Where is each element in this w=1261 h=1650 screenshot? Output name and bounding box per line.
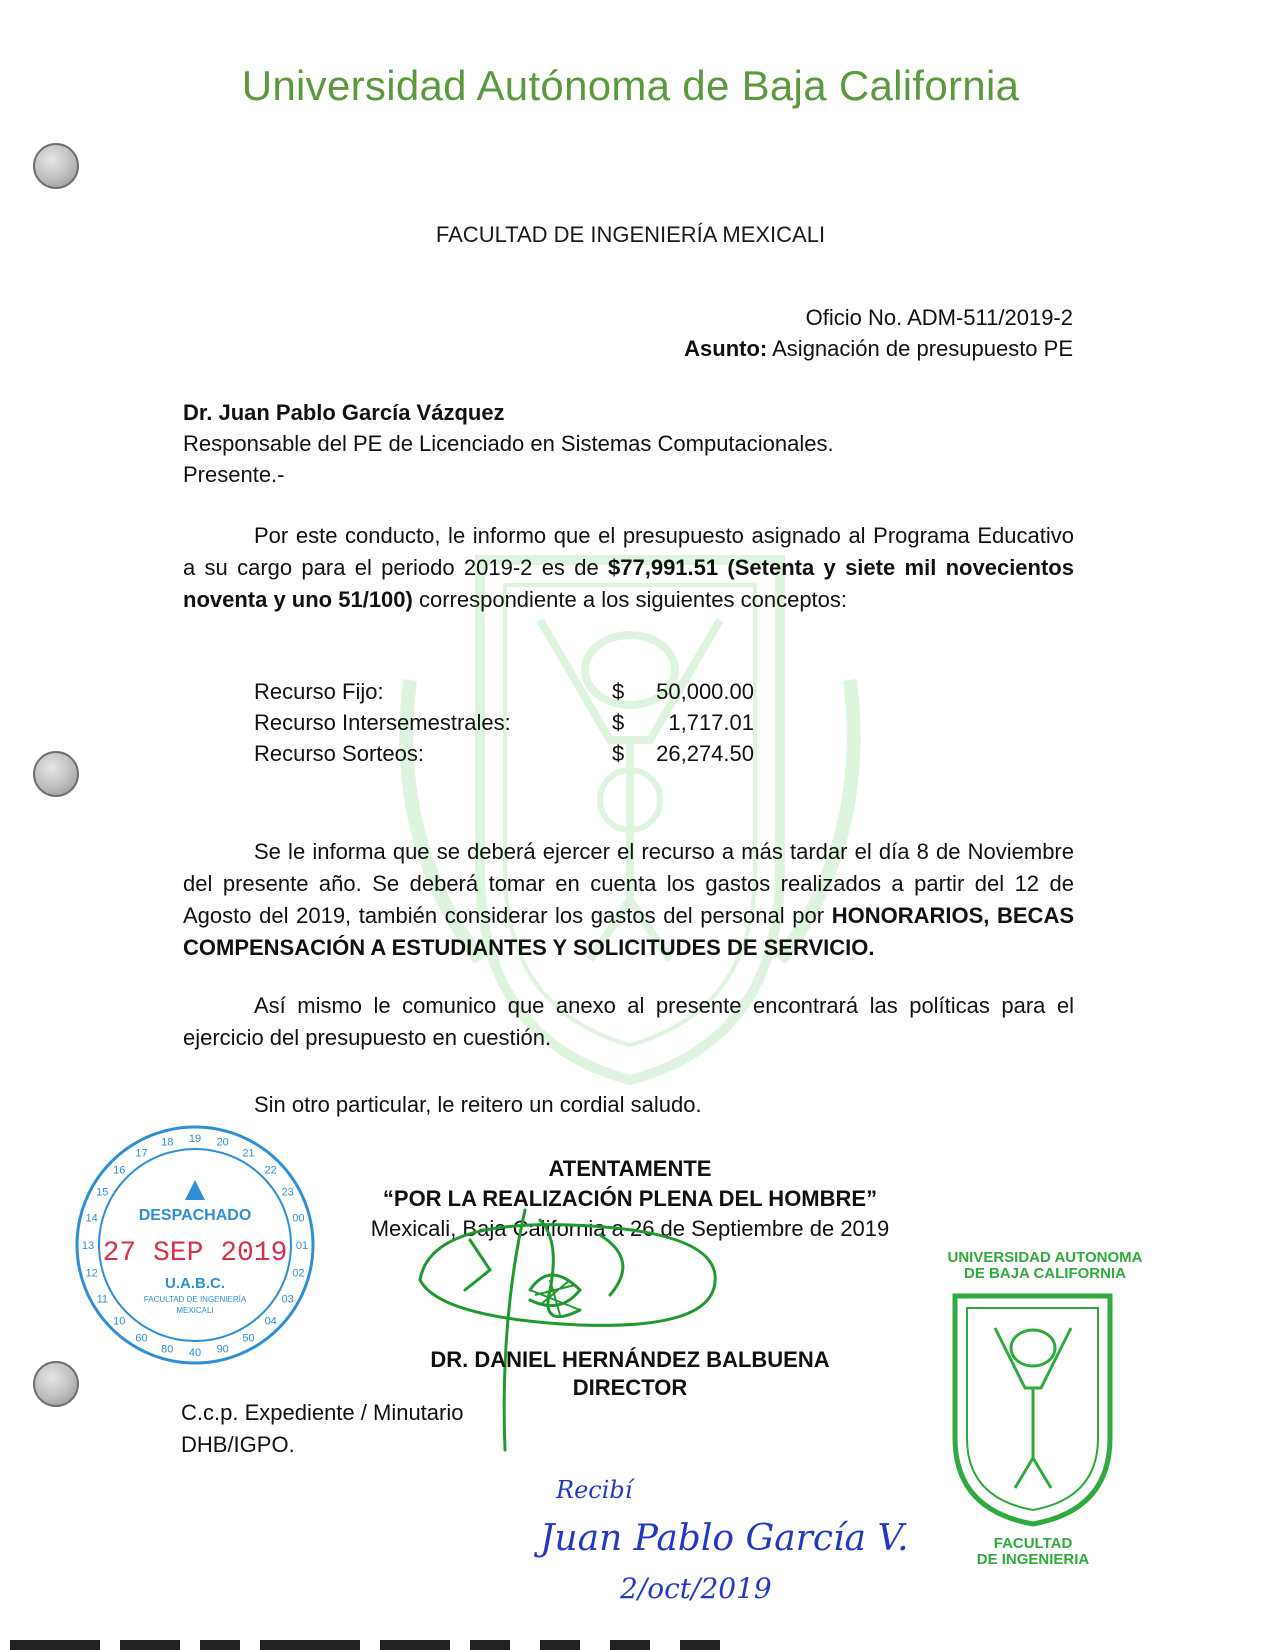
stamp-despachado: DESPACHADO [138, 1207, 252, 1224]
green-stamp-line3: FACULTAD [993, 1535, 1073, 1552]
recipient-name: Dr. Juan Pablo García Vázquez [183, 400, 505, 425]
stamp-ring-number: 04 [264, 1315, 277, 1328]
subject-line [684, 336, 1073, 362]
green-stamp-line1: UNIVERSIDAD AUTONOMA [947, 1249, 1143, 1266]
edge-segment [200, 1640, 240, 1650]
stamp-city: MEXICALI [176, 1306, 214, 1315]
receipt-line3: 2/oct/2019 [620, 1572, 772, 1605]
recipient-role: Responsable del PE de Licenciado en Sistemas Computacionales. [183, 431, 834, 456]
stamp-ring-number: 16 [113, 1164, 126, 1177]
paragraph-budget-part2: correspondiente a los siguientes conceptos: [412, 587, 848, 612]
initials-line: DHB/IGPO. [181, 1432, 295, 1457]
place-date: Mexicali, Baja California a 26 de Septiembre de 2019 [370, 1216, 890, 1241]
atentamente: ATENTAMENTE [548, 1156, 712, 1181]
stamp-ring-number: 20 [216, 1136, 229, 1149]
edge-segment [610, 1640, 650, 1650]
stamp-ring-number: 15 [96, 1186, 109, 1199]
stamp-ring-number: 01 [295, 1240, 309, 1252]
resource-currency: $ [612, 679, 625, 704]
stamp-ring-number: 40 [188, 1347, 202, 1359]
oficio-number: Oficio No. ADM-511/2019-2 [805, 305, 1073, 330]
edge-segment [120, 1640, 180, 1650]
edge-segment [380, 1640, 450, 1650]
receipt-line1: Recibí [556, 1476, 633, 1504]
resource-amount: 1,717.01 [668, 710, 754, 735]
resource-label: Recurso Sorteos: [254, 741, 424, 766]
stamp-ring-number: 21 [242, 1147, 255, 1160]
signer-title: DIRECTOR [572, 1375, 688, 1400]
resource-currency: $ [612, 710, 625, 735]
faculty-seal-stamp [925, 1248, 1165, 1568]
bottom-edge [0, 1640, 1261, 1650]
paragraph-budget [183, 520, 1074, 616]
stamp-ring-number: 03 [281, 1293, 294, 1306]
closing-line: Sin otro particular, le reitero un cordial saludo. [254, 1092, 702, 1117]
subject-label: Asunto: [684, 336, 768, 361]
stamp-ring-number: 23 [281, 1186, 294, 1199]
stamp-ring-number: 50 [242, 1332, 255, 1345]
budget-amount: $77,991.51 (Setenta y siete mil novecientos noventa y uno 51/100) [183, 555, 1074, 612]
resource-currency: $ [612, 741, 625, 766]
resource-amount: 50,000.00 [656, 679, 754, 704]
stamp-dept: FACULTAD DE INGENIERÍA [143, 1295, 247, 1304]
stamp-ring-number: 80 [161, 1343, 174, 1356]
resource-label: Recurso Intersemestrales: [254, 710, 511, 735]
stamp-ring-number: 19 [188, 1133, 202, 1145]
resource-label: Recurso Fijo: [254, 679, 384, 704]
stamp-ring-number: 12 [85, 1267, 98, 1280]
resource-amount: 26,274.50 [656, 741, 754, 766]
punch-hole-middle [33, 751, 79, 797]
stamp-date: 27 SEP 2019 [102, 1238, 288, 1269]
edge-segment [540, 1640, 580, 1650]
stamp-ring-number: 02 [292, 1267, 305, 1280]
punch-hole-top [33, 143, 79, 189]
receipt-line2: Juan Pablo García V. [540, 1518, 909, 1559]
resource-row [254, 676, 754, 708]
recipient-greeting: Presente.- [183, 462, 285, 487]
stamp-ring-number: 22 [264, 1164, 277, 1177]
stamp-ring-number: 90 [216, 1343, 229, 1356]
university-title: Universidad Autónoma de Baja California [241, 62, 1020, 109]
paragraph-budget-part1: Por este conducto, le informo que el presupuesto asignado al Programa Educativo a su cargo para el periodo 2019-2 es de [183, 523, 1074, 580]
green-stamp-line4: DE INGENIERIA [976, 1551, 1090, 1568]
stamp-ring-number: 00 [292, 1212, 305, 1225]
stamp-ring-number: 13 [81, 1240, 95, 1252]
edge-segment [10, 1640, 100, 1650]
paragraph-deadline-text: Se le informa que se deberá ejercer el recurso a más tardar el día 8 de Noviembre del presente año. Se deberá tomar en cuenta los gastos realizados a partir del 12 de Agosto del 2019, también considerar los gastos del personal por [183, 839, 1074, 928]
received-date-stamp [70, 1120, 320, 1370]
stamp-ring-number: 14 [85, 1212, 98, 1225]
stamp-org: U.A.B.C. [165, 1275, 225, 1292]
handwritten-receipt [540, 1470, 909, 1620]
signer-name: DR. DANIEL HERNÁNDEZ BALBUENA [430, 1347, 830, 1372]
subject-text: Asignación de presupuesto PE [767, 336, 1073, 361]
edge-segment [470, 1640, 510, 1650]
paragraph-policies: Así mismo le comunico que anexo al presente encontrará las políticas para el ejercicio del presupuesto en cuestión. [183, 993, 1074, 1050]
copies-line: C.c.p. Expediente / Minutario [181, 1400, 464, 1425]
edge-segment [260, 1640, 360, 1650]
stamp-ring-number: 10 [113, 1315, 126, 1328]
paragraph-deadline [183, 836, 1074, 964]
stamp-ring-number: 60 [135, 1332, 148, 1345]
edge-segment [680, 1640, 720, 1650]
stamp-ring-number: 18 [161, 1136, 174, 1149]
stamp-ring-number: 11 [96, 1293, 109, 1306]
faculty-name: FACULTAD DE INGENIERÍA MEXICALI [435, 222, 826, 247]
green-stamp-line2: DE BAJA CALIFORNIA [964, 1265, 1126, 1282]
stamp-ring-number: 17 [135, 1147, 148, 1160]
paragraph-deadline-bold: HONORARIOS, BECAS COMPENSACIÓN A ESTUDIANTES Y SOLICITUDES DE SERVICIO. [183, 903, 1075, 960]
motto: “POR LA REALIZACIÓN PLENA DEL HOMBRE” [382, 1186, 878, 1211]
resource-row [254, 707, 754, 739]
resource-row [254, 738, 754, 770]
